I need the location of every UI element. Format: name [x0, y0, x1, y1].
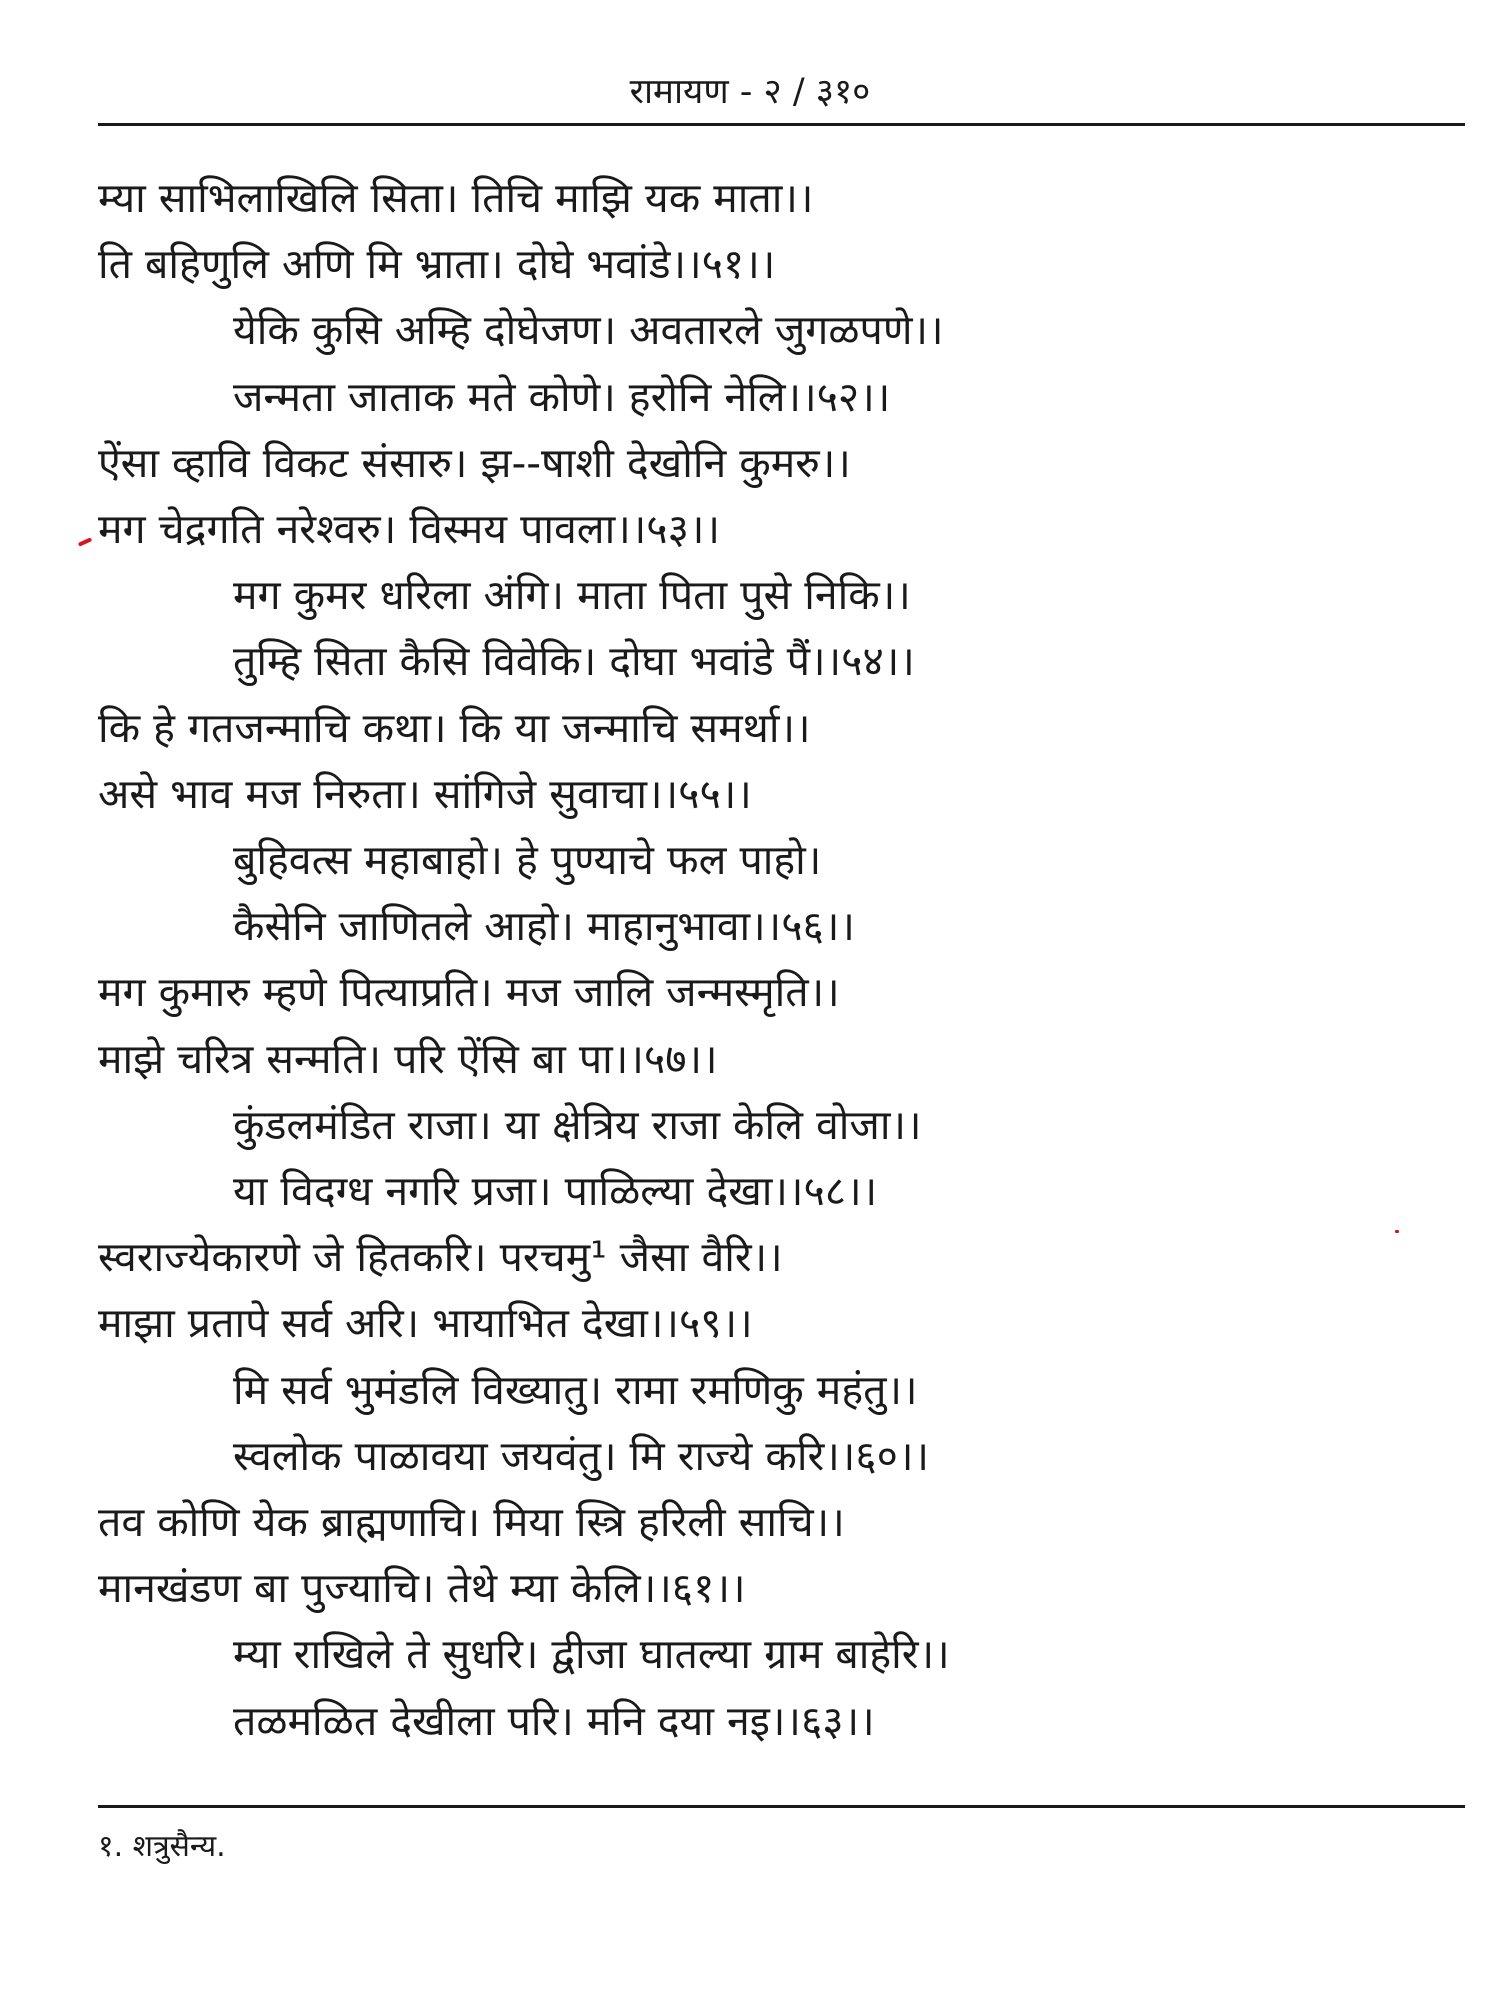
- verse-line: ति बहिणुलि अणि मि भ्राता। दोघे भवांडे।।५१।।: [98, 240, 776, 289]
- verse-line: मग चेद्रगति नरेश्वरु। विस्मय पावला।।५३।।: [98, 505, 720, 553]
- red-dot-mark: [1395, 1230, 1399, 1233]
- verse-line: कि हे गतजन्माचि कथा। कि या जन्माचि समर्था।।: [98, 703, 811, 752]
- verse-line: येकि कुसि अम्हि दोघेजण। अवतारले जुगळपणे।।: [233, 306, 944, 355]
- verse-line: म्या राखिले ते सुधरि। द्वीजा घातल्या ग्राम बाहेरि।।: [233, 1630, 950, 1679]
- verse-line: ऐंसा व्हावि विकट संसारु। झ--षाशी देखोनि कुमरु।।: [98, 438, 851, 487]
- verse-line: मानखंडण बा पुज्याचि। तेथे म्या केलि।।६१।।: [98, 1564, 746, 1613]
- verse-line: मि सर्व भुमंडलि विख्यातु। रामा रमणिकु महंतु।।: [233, 1365, 918, 1414]
- verse-line: असे भाव मज निरुता। सांगिजे सुवाचा।।५५।।: [98, 769, 752, 818]
- verse-line: माझे चरित्र सन्मति। परि ऐंसि बा पा।।५७।।: [98, 1034, 718, 1083]
- verse-line: कुंडलमंडित राजा। या क्षेत्रिय राजा केलि वोजा।।: [233, 1100, 922, 1149]
- verse-line: तळमळित देखीला परि। मनि दया नइ।।६३।।: [233, 1696, 875, 1745]
- footnote-rule: [98, 1805, 1465, 1808]
- verse-line: बुहिवत्स महाबाहो। हे पुण्याचे फल पाहो।: [233, 836, 822, 884]
- verse-line: या विदग्ध नगरि प्रजा। पाळिल्या देखा।।५८।।: [233, 1167, 878, 1215]
- verse-line: जन्मता जाताक मते कोणे। हरोनि नेलि।।५२।।: [233, 372, 891, 421]
- verse-line: मग कुमारु म्हणे पित्याप्रति। मज जालि जन्मस्मृति।।: [98, 968, 840, 1017]
- red-pen-mark: [78, 537, 92, 546]
- verse-line: म्या साभिलाखिलि सिता। तिचि माझि यक माता।।: [98, 174, 814, 222]
- verse-line: स्वलोक पाळावया जयवंतु। मि राज्ये करि।।६०।।: [233, 1431, 930, 1480]
- verse-line: तुम्हि सिता कैसि विवेकि। दोघा भवांडे पैं।।५४।।: [233, 637, 915, 686]
- verse-line: स्वराज्येकारणे जे हितकरि। परचमु¹ जैसा वैरि।।: [98, 1233, 783, 1282]
- footnote: १. शत्रुसैन्य.: [98, 1829, 226, 1864]
- verse-line: मग कुमर धरिला अंगि। माता पिता पुसे निकि।।: [233, 571, 911, 620]
- header-rule: [98, 123, 1465, 126]
- verse-line: माझा प्रतापे सर्व अरि। भायाभित देखा।।५९।।: [98, 1299, 753, 1348]
- verse-line: तव कोणि येक ब्राह्मणाचि। मिया स्त्रि हरिली साचि।।: [98, 1498, 845, 1546]
- verse-line: कैसेनि जाणितले आहो। माहानुभावा।।५६।।: [233, 902, 855, 951]
- running-header: रामायण - २ / ३१०: [629, 72, 871, 112]
